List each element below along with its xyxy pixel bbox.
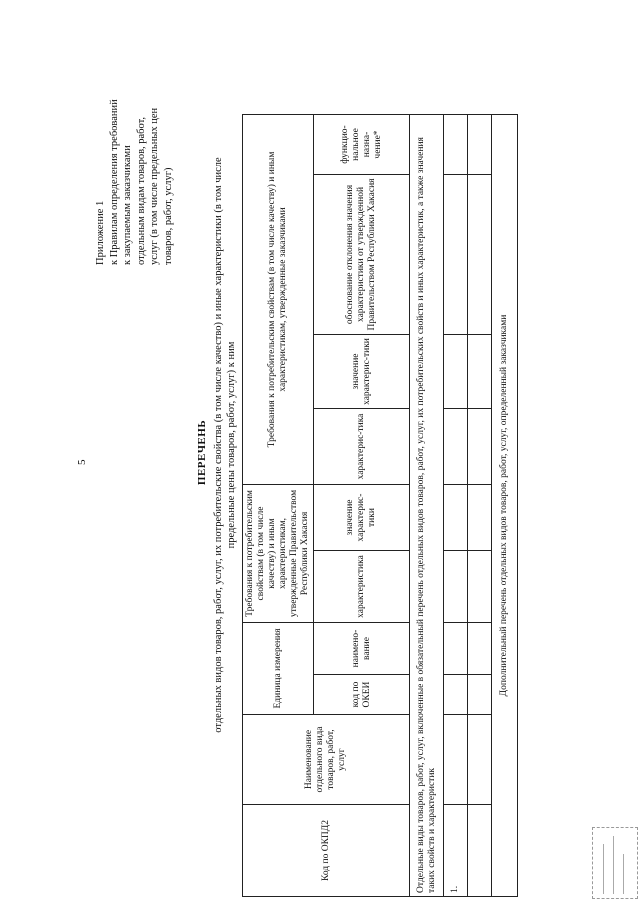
appendix-line: к закупаемым заказчиками [122, 145, 133, 265]
empty-cell [444, 115, 468, 175]
empty-cell [444, 409, 468, 485]
empty-cell [468, 675, 492, 715]
requirements-table [242, 114, 518, 897]
stamp-line [603, 844, 604, 894]
appendix-line: к Правилам определения требований [108, 99, 120, 265]
scan-artifact-stamp [592, 827, 638, 899]
section-mandatory-list: Отдельные виды товаров, работ, услуг, включенные в обязательный перечень отдельных видов товаров, работ, услуг, их потребительских свойств и иных характеристик, а также значения таких свойств и характеристик [410, 115, 444, 897]
appendix-line: услуг (в том числе предельных цен [149, 107, 160, 265]
header-unit-name: наимено-вание [314, 623, 410, 675]
appendix-block [94, 25, 175, 265]
empty-cell [468, 623, 492, 675]
header-name: Наименование отдельного вида товаров, работ, услуг [243, 715, 410, 805]
header-code-okpd2: Код по ОКПД2 [243, 805, 410, 897]
empty-cell [444, 335, 468, 409]
empty-cell [468, 335, 492, 409]
empty-cell [468, 175, 492, 335]
header-customer-requirements: Требования к потребительским свойствам (в том числе качеству) и иным характеристикам, утвержденные заказчиками [243, 115, 314, 485]
document-title: ПЕРЕЧЕНЬ [196, 419, 208, 486]
empty-cell [468, 805, 492, 897]
document-subtitle [212, 45, 238, 845]
empty-cell [444, 175, 468, 335]
empty-cell [468, 715, 492, 805]
header-gov-value: значение характерис-тики [314, 485, 410, 551]
appendix-line: отдельным видам товаров, работ, [135, 116, 147, 265]
empty-cell [468, 485, 492, 551]
header-unit: Единица измерения [243, 623, 314, 715]
empty-cell [468, 551, 492, 623]
subtitle-line-1: отдельных видов товаров, работ, услуг, их потребительские свойства (в том числе качество) и иные характеристики (в том числе [213, 157, 224, 733]
header-cust-value: значение характерис-тики [314, 335, 410, 409]
row-number-cell: 1. [444, 805, 468, 897]
subtitle-line-2: предельные цены товаров, работ, услуг) к ним [226, 341, 237, 549]
empty-cell [444, 675, 468, 715]
header-cust-justification: обоснование отклонения значения характеристики от утвержденной Правительством Республики Хакасия [314, 175, 410, 335]
appendix-line: Приложение 1 [95, 200, 106, 265]
empty-cell [444, 623, 468, 675]
empty-cell [444, 485, 468, 551]
stamp-line [623, 854, 624, 894]
stamp-line [613, 836, 614, 894]
section-additional-list: Дополнительный перечень отдельных видов товаров, работ, услуг, определенный заказчиками [492, 115, 518, 897]
appendix-line: товаров, работ, услуг) [162, 167, 174, 265]
header-gov-requirements: Требования к потребительским свойствам (в том числе качеству) и иным характеристикам, утвержденные Правительством Республики Хакасия [243, 485, 314, 623]
page-number: 5 [76, 459, 88, 465]
header-gov-characteristic: характеристика [314, 551, 410, 623]
empty-cell [468, 115, 492, 175]
header-unit-code: код по ОКЕИ [314, 675, 410, 715]
empty-cell [444, 551, 468, 623]
empty-cell [468, 409, 492, 485]
header-cust-purpose: функцио-нальное назна-чение* [314, 115, 410, 175]
empty-cell [444, 715, 468, 805]
header-cust-characteristic: характерис-тика [314, 409, 410, 485]
